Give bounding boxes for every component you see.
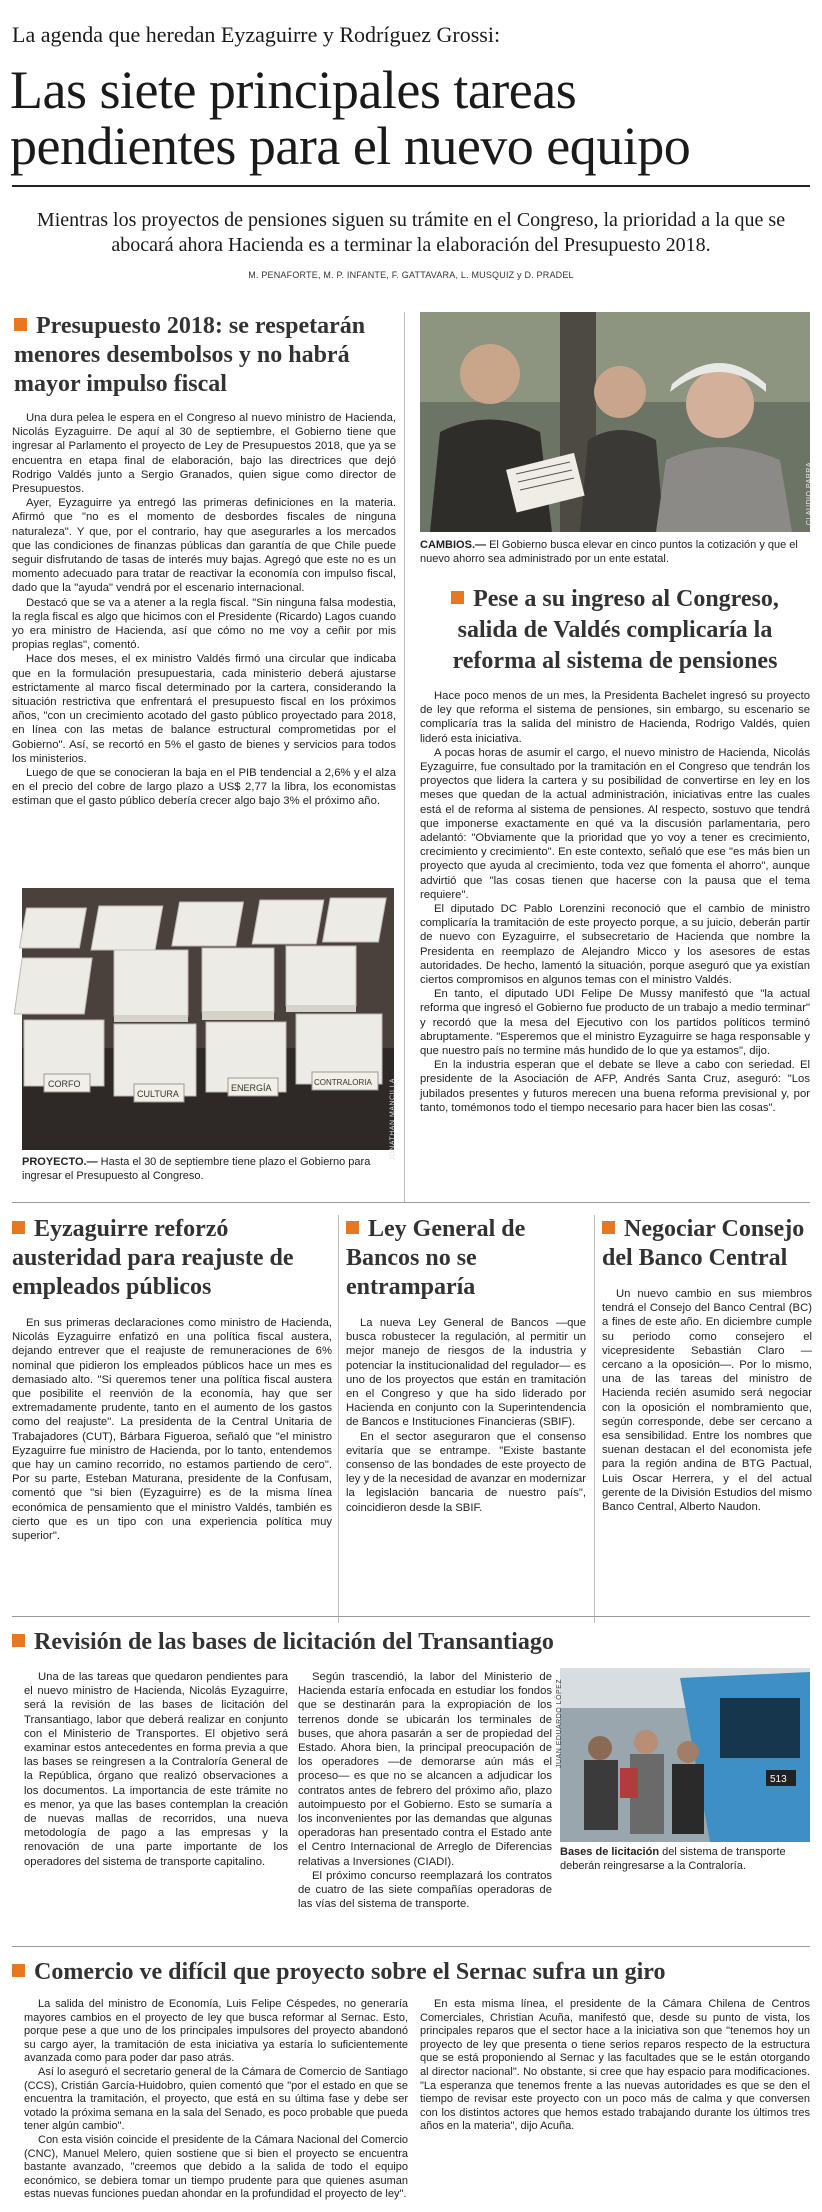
paragraph: Luego de que se conocieran la baja en el PIB tendencial a 2,6% y el alza en el precio del cobre de largo plazo a US$ 2,77 la libra, los economistas estiman que el gasto público debería crecer algo bajo 3% el próximo año.	[12, 767, 396, 808]
bus-number: 513	[770, 1774, 787, 1785]
photo-credit: JUAN EDUARDO LÓPEZ	[556, 1678, 563, 1768]
paragraph: En esta misma línea, el presidente de la Cámara Chilena de Centros Comerciales, Christian Acuña, manifestó que, desde su punto de vista, los principales reparos que el sector hace a la iniciativa son que "tenemos hoy un proyecto de ley que presenta o tiene serios reparos respecto de la estructura que se está proponiendo al Sernac y las facultades que se le están otorgando al director nacional". No obstante, si cree que hay espacio para modificaciones. "La esperanza que tenemos frente a las nuevas autoridades es que se den el tiempo de revisar este proyecto con un poco más de calma y que conversen con los distintos actores que hemos estado trabajando durante los últimos tres años en la materia", dijo Acuña.	[420, 1998, 810, 2133]
caption-text: Hasta el 30 de septiembre tiene plazo el Gobierno para ingresar el Presupuesto al Congreso.	[22, 1156, 371, 1182]
section-title: Presupuesto 2018: se respetarán menores desembolsos y no habrá mayor impulso fiscal	[14, 313, 366, 397]
caption-label: CAMBIOS.—	[420, 539, 486, 551]
paragraph: Una dura pelea le espera en el Congreso al nuevo ministro de Hacienda, Nicolás Eyzaguirre. De aquí al 30 de septiembre, el Gobierno tiene que ingresar al Parlamento el proyecto de Ley de Presupuestos 2018, que ya se encuentra en etapa final de elaboración, bajo las directrices que dejó Rodrigo Valdés junto a Sergio Granados, quien sigue como director de Presupuestos.	[12, 412, 396, 496]
caption-label: Bases de licitación	[560, 1846, 660, 1858]
section-title: Comercio ve difícil que proyecto sobre el Sernac sufra un giro	[12, 1958, 810, 1987]
paragraph: A pocas horas de asumir el cargo, el nuevo ministro de Hacienda, Nicolás Eyzaguirre, fue consultado por la tramitación en el Congreso que tendrán los proyectos que lidera la cartera y su posibilidad de convertirse en ley en los meses que quedan de la actual administración, iniciativas entre las cuales está el de reforma al sistema de pensiones. Al respecto, sostuvo que tendrá que imponerse exactamente en qué va la discusión parlamentaria, pero adelantó: "Obviamente que la prioridad que yo voy a tener es crecimiento, crecimiento y crecimiento". En este contexto, señaló que ese "es más bien un proyecto que ayuda al crecimiento, toda vez que fomenta el ahorro", aunque advirtió que "las cosas tienen que hacerse con la pausa que el tema requiere".	[420, 746, 810, 901]
header-rule	[12, 185, 810, 187]
paragraph: En tanto, el diputado UDI Felipe De Mussy manifestó que "la actual reforma que ingresó el Gobierno fue producto de un trabajo a medio terminar" y recordó que la mesa del Ejecutivo con los partidos políticos terminó abruptamente. "Esperemos que el ministro Eyzaguirre se haga responsable y que nuestro país no termine más hundido de lo que ya estamos", dijo.	[420, 988, 810, 1058]
photo-caption	[420, 538, 810, 566]
section-body	[24, 1998, 408, 2202]
paragraph: Ayer, Eyzaguirre ya entregó las primeras definiciones en la materia. Afirmó que "no es el momento de desbordes fiscales de ninguna naturaleza". Y que, por el contrario, hay que asegurarles a los mercados que las condiciones de finanzas públicas dan garantía de que Chile puede seguir disfrutando de tasas de interés muy bajas. Agregó que este no es un momento adecuado para tratar de reactivar la economía con impulso fiscal, dado que la "ayuda" vendrá por el escenario internacional.	[12, 497, 396, 595]
section-rule	[12, 1946, 810, 1947]
paragraph: El próximo concurso reemplazará los contratos de cuatro de las siete compañías operadoras de las vías del sistema de transporte.	[298, 1869, 552, 1911]
paragraph: Hace dos meses, el ex ministro Valdés firmó una circular que indicaba que en la formulación presupuestaria, cada ministerio deberá ajustarse estrictamente al marco fiscal determinado por la cartera, considerando la situación restrictiva que enfrentará el presupuesto fiscal en los próximos años, "con un crecimiento acotado del gasto público proyectado para 2018, en línea con las metas de balance estructural comprometidas por el Gobierno". Así, se recortó en 5% el gasto de bienes y servicios para todos los ministerios.	[12, 653, 396, 765]
kicker: La agenda que heredan Eyzaguirre y Rodríguez Grossi:	[12, 22, 501, 47]
section-sernac	[12, 1958, 810, 1987]
section-marker-icon	[451, 591, 464, 604]
budget-documents-image	[22, 888, 394, 1150]
section-marker-icon	[602, 1221, 615, 1234]
paragraph: Destacó que se va a atener a la regla fiscal. "Sin ninguna falsa modestia, la regla fiscal es algo que hicimos con el Presidente (Ricardo) Lagos cuando yo era ministro de Hacienda, así que cómo no me voy a ceñir por mis propias reglas", comentó.	[12, 596, 396, 652]
section-bancos	[346, 1215, 586, 1515]
section-title: Negociar Consejo del Banco Central	[602, 1216, 805, 1271]
section-marker-icon	[12, 1221, 25, 1234]
section-title: Pese a su ingreso al Congreso, salida de Valdés complicaría la reforma al sistema de pensiones	[452, 586, 779, 674]
section-pensiones	[420, 584, 810, 1115]
section-body	[420, 1998, 810, 2134]
photo-budget-documents	[22, 888, 397, 1161]
section-rule	[12, 1202, 810, 1203]
paragraph: En sus primeras declaraciones como ministro de Hacienda, Nicolás Eyzaguirre enfatizó en una política fiscal austera, dejando entrever que el reajuste de remuneraciones de 6% nominal que pidieron los empleados públicos hace un mes es demasiado alto. "Si queremos tener una política fiscal austera que posibilite el reenvión de la economía, hay que ser extremadamente prudente, tanto en el aumento de los gastos como del reajuste". La presidenta de la Central Unitaria de Trabajadores (CUT), Bárbara Figueroa, señaló que "el ministro Eyzaguirre fue ministro de Hacienda, por lo tanto, entendemos que hay un camino recorrido, no estamos partiendo de cero". Por su parte, Esteban Maturana, presidente de la Confusam, comentó que "si bien (Eyzaguirre) es de la misma línea económica de pensamiento que el ministro Valdés, también es cierto que es un tipo con una experiencia política muy superior".	[12, 1317, 332, 1543]
photo-caption	[560, 1845, 810, 1873]
byline: M. PENAFORTE, M. P. INFANTE, F. GATTAVARA, L. MUSQUIZ y D. PRADEL	[248, 270, 574, 280]
elderly-men-image	[420, 312, 810, 532]
paragraph: Con esta visión coincide el presidente de la Cámara Nacional del Comercio (CNC), Manuel Melero, quien sostiene que si bien el proyecto se encuentra bastante avanzado, "creemos que debido a la salida de todo el equipo económico, se debiera tomar un tiempo prudente para que quienes asuman estas nuevas funciones puedan ahondar en la profundidad el proyecto de ley".	[24, 2133, 408, 2201]
section-title: Ley General de Bancos no se entramparía	[346, 1216, 526, 1300]
section-marker-icon	[12, 1634, 25, 1647]
section-presupuesto	[12, 312, 396, 809]
photo-transantiago-bus	[556, 1668, 810, 1842]
section-body	[24, 1670, 288, 1869]
column-divider	[594, 1215, 595, 1623]
section-marker-icon	[12, 1964, 25, 1977]
paragraph: Un nuevo cambio en sus miembros tendrá el Consejo del Banco Central (BC) a fines de este año. En diciembre cumple su periodo como consejero el vicepresidente Sebastián Claro —cercano a la oposición—. Por lo mismo, una de las tareas del ministro de Hacienda recién asumido será negociar con la oposición el nombramiento que, según corresponde, debe ser cercano a esa sensibilidad. Entre los nombres que suenan destacan el del economista jefe para la región andina de BTG Pactual, Luis Oscar Herrera, y el del actual gerente de la División Estudios del mismo Banco Central, Alberto Naudon.	[602, 1288, 812, 1514]
caption-label: PROYECTO.—	[22, 1156, 98, 1168]
doc-label: CORFO	[48, 1079, 81, 1089]
paragraph: Una de las tareas que quedaron pendientes para el nuevo ministro de Hacienda, Nicolás Eyzaguirre, será la revisión de las bases de licitación del Transantiago, labor que deberá realizar en conjunto con el Ministerio de Transportes. El objetivo será examinar estos antecedentes en forma previa a que las bases se reingresen a la Contraloría General de la República, órgano que realizó observaciones a los documentos. La importancia de este trámite no es menor, ya que las bases contemplan la creación de nuevas mallas de recorridos, una nueva metodología de pago a las empresas y la renovación de una parte importante de los operadores del sistema de transporte capitalino.	[24, 1671, 288, 1868]
column-divider	[404, 312, 405, 1202]
section-banco-central	[602, 1215, 812, 1514]
section-title: Revisión de las bases de licitación del Transantiago	[12, 1628, 810, 1657]
photo-credit: JONATHAN MANCILLA	[390, 1078, 397, 1161]
headline	[10, 62, 810, 174]
section-body	[602, 1287, 812, 1514]
paragraph: Según trascendió, la labor del Ministerio de Hacienda estaría enfocada en estudiar los fondos que se destinarán para la expropiación de los terrenos donde se ubicarán los terminales de buses, que ahora pasarán a ser de propiedad del Estado. Ahora bien, la principal preocupación de los operadores —de demorarse aún más el proceso— es que no se alcancen a adjudicar los contratos antes de febrero del próximo año, plazo autoimpuesto por el Gobierno. Esto se sumaría a los inconvenientes por las demandas que algunas operadoras han presentado contra el Estado ante el Centro Internacional de Arreglo de Diferencias relativas a Inversiones (CIADI).	[298, 1671, 552, 1868]
headline-line-1: Las siete principales tareas	[10, 60, 577, 120]
section-title: Eyzaguirre reforzó austeridad para reajuste de empleados públicos	[12, 1216, 294, 1300]
paragraph: El diputado DC Pablo Lorenzini reconoció que el cambio de ministro complicaría la tramitación de este proyecto porque, a su juicio, deberán partir de nuevo con Eyzaguirre, el subsecretario de Hacienda que nombre la Presidenta en reemplazo de Alejandro Micco y los asesores de estas autoridades. De hecho, lamentó la situación, porque aseguró que ya existían ciertos compromisos en algunos temas con el ministro Valdés.	[420, 903, 810, 987]
doc-label: CONTRALORIA	[314, 1078, 372, 1087]
paragraph: En el sector aseguraron que el consenso evitaría que se entrampe. "Existe bastante consenso de las bondades de este proyecto de ley y de la necesidad de avanzar en modernizar la legislación bancaria de nuestro país", coincidieron desde la SBIF.	[346, 1430, 586, 1514]
paragraph: Hace poco menos de un mes, la Presidenta Bachelet ingresó su proyecto de ley que reforma el sistema de pensiones, sin embargo, su escenario se complicaría tras la salida del ministro de Hacienda, Rodrigo Valdés, quien lideró esta iniciativa.	[420, 690, 810, 745]
bus-image	[560, 1668, 810, 1842]
paragraph: La nueva Ley General de Bancos —que busca robustecer la regulación, al permitir un mejor manejo de riesgos de la industria y potenciar la institucionalidad del regulador— es uno de los proyectos que están en tramitación en el Congreso y que ha sido liderado por Hacienda en conjunto con la Superintendencia de Bancos e Instituciones Financieras (SBIF).	[346, 1317, 586, 1429]
section-reajuste	[12, 1215, 332, 1543]
section-marker-icon	[346, 1221, 359, 1234]
paragraph: La salida del ministro de Economía, Luis Felipe Céspedes, no generaría mayores cambios en el proyecto de ley que busca reformar al Sernac. Esto, porque pese a que uno de los principales impulsores del proyecto abandonó su cargo ayer, la tramitación de esta iniciativa ya estaría lo suficientemente avanzada como para poder dar paso atrás.	[24, 1998, 408, 2065]
photo-credit: CLAUDIO PARRA	[806, 462, 813, 526]
section-body	[298, 1670, 552, 1911]
section-body	[12, 1316, 332, 1543]
section-body	[12, 411, 396, 809]
section-rule	[12, 1616, 810, 1617]
caption-text: del sistema de transporte deberán reingresarse a la Contraloría.	[560, 1846, 786, 1872]
section-transantiago	[12, 1628, 810, 1657]
paragraph: En la industria esperan que el debate se lleve a cabo con seriedad. El presidente de la Asociación de AFP, Andrés Santa Cruz, aseguró: "Los jubilados presentes y futuros merecen una buena reforma previsional y, por tanto, tomémonos todo el tiempo necesario para hacer bien las cosas".	[420, 1059, 810, 1114]
column-divider	[338, 1215, 339, 1623]
headline-line-2: pendientes para el nuevo equipo	[10, 116, 691, 176]
section-body	[420, 689, 810, 1115]
doc-label: CULTURA	[137, 1089, 179, 1099]
section-marker-icon	[14, 318, 27, 331]
photo-caption	[22, 1155, 394, 1183]
paragraph: Así lo aseguró el secretario general de la Cámara de Comercio de Santiago (CCS), Cristián García-Huidobro, quien comentó que "por el estado en que se encuentra la tramitación, el proyecto, que está en su última fase y debe ser votado la próxima semana en la sala del Senado, es poco probable que pueda tener algún cambio".	[24, 2065, 408, 2133]
doc-label: ENERGÍA	[231, 1083, 272, 1093]
caption-text: El Gobierno busca elevar en cinco puntos la cotización y que el nuevo ahorro sea administrado por un ente estatal.	[420, 539, 798, 565]
photo-elderly-men	[420, 312, 813, 532]
lede: Mientras los proyectos de pensiones siguen su trámite en el Congreso, la prioridad a la que se abocará ahora Hacienda es a terminar la elaboración del Presupuesto 2018.	[36, 209, 786, 256]
section-body	[346, 1316, 586, 1515]
